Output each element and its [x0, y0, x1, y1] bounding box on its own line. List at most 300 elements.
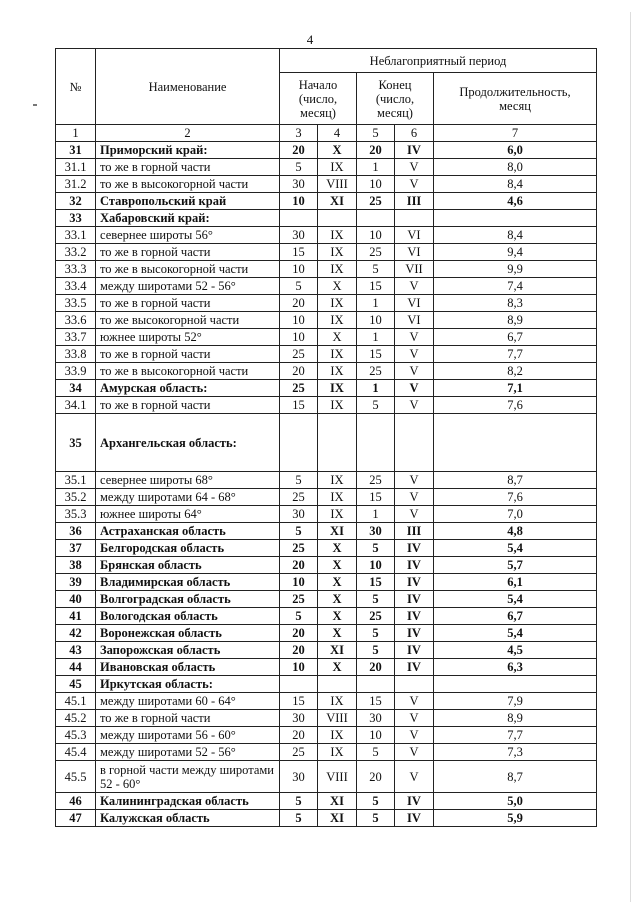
end-month: IV — [395, 810, 434, 827]
start-day: 10 — [280, 329, 318, 346]
table-row — [56, 346, 597, 363]
start-day: 5 — [280, 793, 318, 810]
start-month: IX — [318, 312, 357, 329]
end-month: V — [395, 363, 434, 380]
end-day: 20 — [357, 761, 395, 793]
end-month: V — [395, 397, 434, 414]
end-day: 25 — [357, 363, 395, 380]
start-day: 10 — [280, 312, 318, 329]
duration: 5,4 — [434, 591, 597, 608]
end-month: V — [395, 761, 434, 793]
end-day: 30 — [357, 710, 395, 727]
scan-edge-line — [630, 12, 631, 902]
end-month: V — [395, 727, 434, 744]
end-month — [395, 414, 434, 472]
row-number: 45.5 — [56, 761, 96, 793]
start-day: 25 — [280, 540, 318, 557]
end-day: 25 — [357, 608, 395, 625]
start-month: X — [318, 142, 357, 159]
start-month: XI — [318, 193, 357, 210]
duration: 7,0 — [434, 506, 597, 523]
start-month: IX — [318, 295, 357, 312]
start-month: IX — [318, 363, 357, 380]
duration: 8,3 — [434, 295, 597, 312]
start-month: IX — [318, 346, 357, 363]
row-number: 31 — [56, 142, 96, 159]
table-row — [56, 210, 597, 227]
start-day: 30 — [280, 710, 318, 727]
table-row — [56, 540, 597, 557]
end-month: V — [395, 693, 434, 710]
start-month: X — [318, 574, 357, 591]
duration: 7,6 — [434, 397, 597, 414]
end-month: V — [395, 380, 434, 397]
table-row — [56, 472, 597, 489]
duration: 8,2 — [434, 363, 597, 380]
row-number: 35.1 — [56, 472, 96, 489]
page-number: 4 — [306, 32, 314, 47]
duration: 8,4 — [434, 227, 597, 244]
end-day: 15 — [357, 693, 395, 710]
end-day: 15 — [357, 574, 395, 591]
start-month: XI — [318, 642, 357, 659]
table-row — [56, 244, 597, 261]
duration — [434, 414, 597, 472]
end-month — [395, 210, 434, 227]
duration: 8,4 — [434, 176, 597, 193]
row-name: Владимирская область — [96, 574, 280, 591]
end-month: III — [395, 193, 434, 210]
end-month: VII — [395, 261, 434, 278]
row-name: Ивановская область — [96, 659, 280, 676]
start-month: X — [318, 540, 357, 557]
duration: 6,7 — [434, 608, 597, 625]
row-number: 46 — [56, 793, 96, 810]
end-day: 5 — [357, 625, 395, 642]
row-name: то же в горной части — [96, 710, 280, 727]
start-day: 25 — [280, 380, 318, 397]
row-number: 33.1 — [56, 227, 96, 244]
row-number: 45.1 — [56, 693, 96, 710]
end-day: 10 — [357, 176, 395, 193]
row-number: 45 — [56, 676, 96, 693]
row-name: Амурская область: — [96, 380, 280, 397]
end-month: V — [395, 472, 434, 489]
table-row — [56, 710, 597, 727]
start-day: 20 — [280, 142, 318, 159]
end-day: 1 — [357, 329, 395, 346]
table-row — [56, 142, 597, 159]
end-month: IV — [395, 574, 434, 591]
end-day: 15 — [357, 346, 395, 363]
duration: 7,9 — [434, 693, 597, 710]
start-day: 5 — [280, 810, 318, 827]
row-number: 45.2 — [56, 710, 96, 727]
end-month: IV — [395, 557, 434, 574]
end-day: 5 — [357, 642, 395, 659]
duration: 7,4 — [434, 278, 597, 295]
end-day: 20 — [357, 659, 395, 676]
start-day — [280, 414, 318, 472]
table-row — [56, 312, 597, 329]
duration: 6,7 — [434, 329, 597, 346]
start-month: IX — [318, 744, 357, 761]
row-name: то же в горной части — [96, 346, 280, 363]
column-number-4: 4 — [318, 125, 357, 142]
row-number: 35.2 — [56, 489, 96, 506]
climate-period-table — [55, 48, 597, 827]
start-month: XI — [318, 793, 357, 810]
table-row — [56, 625, 597, 642]
start-day — [280, 676, 318, 693]
column-number-3: 3 — [280, 125, 318, 142]
row-name: Воронежская область — [96, 625, 280, 642]
start-day: 5 — [280, 608, 318, 625]
end-day — [357, 676, 395, 693]
start-month: X — [318, 608, 357, 625]
start-month: IX — [318, 261, 357, 278]
end-day: 25 — [357, 472, 395, 489]
row-name: то же в горной части — [96, 397, 280, 414]
start-month: X — [318, 329, 357, 346]
table-row — [56, 397, 597, 414]
row-name: между широтами 52 - 56° — [96, 744, 280, 761]
row-number: 44 — [56, 659, 96, 676]
column-number-1: 1 — [56, 125, 96, 142]
end-day: 10 — [357, 727, 395, 744]
row-name: Вологодская область — [96, 608, 280, 625]
table-row — [56, 591, 597, 608]
row-name: Калининградская область — [96, 793, 280, 810]
duration: 4,6 — [434, 193, 597, 210]
duration: 9,9 — [434, 261, 597, 278]
table-row — [56, 793, 597, 810]
start-day: 25 — [280, 489, 318, 506]
duration: 8,9 — [434, 710, 597, 727]
row-number: 40 — [56, 591, 96, 608]
start-month: IX — [318, 397, 357, 414]
duration: 9,4 — [434, 244, 597, 261]
start-day: 15 — [280, 397, 318, 414]
row-name: Приморский край: — [96, 142, 280, 159]
start-month — [318, 210, 357, 227]
start-day: 20 — [280, 363, 318, 380]
table-row — [56, 489, 597, 506]
table-row — [56, 227, 597, 244]
table-row — [56, 380, 597, 397]
start-day: 25 — [280, 744, 318, 761]
end-month: V — [395, 278, 434, 295]
row-number: 45.4 — [56, 744, 96, 761]
end-day: 5 — [357, 261, 395, 278]
duration: 8,0 — [434, 159, 597, 176]
start-day: 5 — [280, 523, 318, 540]
start-day: 30 — [280, 761, 318, 793]
start-month: VIII — [318, 176, 357, 193]
duration: 7,7 — [434, 727, 597, 744]
start-day: 10 — [280, 659, 318, 676]
table-row — [56, 744, 597, 761]
end-month: V — [395, 489, 434, 506]
end-day — [357, 414, 395, 472]
row-number: 34.1 — [56, 397, 96, 414]
header-start: Начало (число, месяц) — [280, 73, 357, 125]
start-month: X — [318, 278, 357, 295]
end-day: 25 — [357, 193, 395, 210]
start-month: IX — [318, 244, 357, 261]
duration — [434, 676, 597, 693]
duration: 5,9 — [434, 810, 597, 827]
end-day: 10 — [357, 227, 395, 244]
row-name: Ставропольский край — [96, 193, 280, 210]
table-row — [56, 159, 597, 176]
end-month: IV — [395, 642, 434, 659]
end-day: 20 — [357, 142, 395, 159]
start-month — [318, 414, 357, 472]
column-number-5: 5 — [357, 125, 395, 142]
end-month: VI — [395, 295, 434, 312]
start-month: X — [318, 625, 357, 642]
end-month: VI — [395, 244, 434, 261]
duration: 6,1 — [434, 574, 597, 591]
start-month: IX — [318, 489, 357, 506]
end-month: IV — [395, 608, 434, 625]
start-month: IX — [318, 693, 357, 710]
row-number: 33.9 — [56, 363, 96, 380]
row-name: то же в горной части — [96, 159, 280, 176]
start-day: 25 — [280, 591, 318, 608]
row-number: 47 — [56, 810, 96, 827]
end-month: III — [395, 523, 434, 540]
row-name: между широтами 56 - 60° — [96, 727, 280, 744]
row-name: то же в высокогорной части — [96, 261, 280, 278]
row-number: 33 — [56, 210, 96, 227]
column-number-row — [56, 125, 597, 142]
duration: 7,3 — [434, 744, 597, 761]
start-day: 10 — [280, 193, 318, 210]
end-month: IV — [395, 793, 434, 810]
start-day: 20 — [280, 295, 318, 312]
table-row — [56, 523, 597, 540]
row-number: 33.6 — [56, 312, 96, 329]
end-day: 1 — [357, 295, 395, 312]
row-number: 42 — [56, 625, 96, 642]
row-name: Калужская область — [96, 810, 280, 827]
duration: 5,0 — [434, 793, 597, 810]
table-row — [56, 363, 597, 380]
table-row — [56, 506, 597, 523]
column-number-6: 6 — [395, 125, 434, 142]
start-month: IX — [318, 506, 357, 523]
row-number: 32 — [56, 193, 96, 210]
row-number: 45.3 — [56, 727, 96, 744]
row-number: 33.3 — [56, 261, 96, 278]
start-month: IX — [318, 472, 357, 489]
row-number: 33.4 — [56, 278, 96, 295]
end-month: IV — [395, 540, 434, 557]
row-name: между широтами 52 - 56° — [96, 278, 280, 295]
row-number: 39 — [56, 574, 96, 591]
row-number: 35 — [56, 414, 96, 472]
end-day: 1 — [357, 159, 395, 176]
duration: 8,7 — [434, 761, 597, 793]
row-name: то же в горной части — [96, 244, 280, 261]
end-day: 15 — [357, 489, 395, 506]
table-row — [56, 693, 597, 710]
row-name: южнее широты 52° — [96, 329, 280, 346]
row-name: Волгоградская область — [96, 591, 280, 608]
end-day: 5 — [357, 540, 395, 557]
end-month: V — [395, 159, 434, 176]
end-month — [395, 676, 434, 693]
row-name: Архангельская область: — [96, 414, 280, 472]
end-day: 5 — [357, 397, 395, 414]
start-month: X — [318, 591, 357, 608]
end-day: 5 — [357, 793, 395, 810]
duration: 8,9 — [434, 312, 597, 329]
header-duration: Продолжительность, месяц — [434, 73, 597, 125]
row-name: то же в высокогорной части — [96, 176, 280, 193]
end-day: 15 — [357, 278, 395, 295]
table-row — [56, 676, 597, 693]
start-day: 30 — [280, 506, 318, 523]
row-name: Хабаровский край: — [96, 210, 280, 227]
row-number: 33.8 — [56, 346, 96, 363]
row-number: 33.5 — [56, 295, 96, 312]
table-row — [56, 557, 597, 574]
duration: 5,4 — [434, 625, 597, 642]
start-month: XI — [318, 810, 357, 827]
table-row — [56, 278, 597, 295]
start-month: VIII — [318, 710, 357, 727]
table-row — [56, 574, 597, 591]
end-day: 5 — [357, 744, 395, 761]
table-row — [56, 193, 597, 210]
duration: 4,5 — [434, 642, 597, 659]
start-day — [280, 210, 318, 227]
header-end: Конец (число, месяц) — [357, 73, 434, 125]
table-row — [56, 761, 597, 793]
start-month: IX — [318, 380, 357, 397]
row-number: 38 — [56, 557, 96, 574]
end-day: 1 — [357, 506, 395, 523]
row-number: 34 — [56, 380, 96, 397]
row-name: южнее широты 64° — [96, 506, 280, 523]
start-day: 10 — [280, 261, 318, 278]
end-month: V — [395, 506, 434, 523]
start-day: 20 — [280, 557, 318, 574]
scan-mark — [33, 104, 37, 106]
column-number-7: 7 — [434, 125, 597, 142]
end-month: VI — [395, 312, 434, 329]
duration — [434, 210, 597, 227]
end-month: V — [395, 744, 434, 761]
table-row — [56, 261, 597, 278]
row-name: между широтами 64 - 68° — [96, 489, 280, 506]
row-number: 43 — [56, 642, 96, 659]
row-number: 37 — [56, 540, 96, 557]
row-number: 35.3 — [56, 506, 96, 523]
end-day: 10 — [357, 557, 395, 574]
duration: 4,8 — [434, 523, 597, 540]
end-day: 30 — [357, 523, 395, 540]
row-number: 31.1 — [56, 159, 96, 176]
end-month: IV — [395, 625, 434, 642]
table-row — [56, 295, 597, 312]
end-month: IV — [395, 591, 434, 608]
row-number: 33.2 — [56, 244, 96, 261]
row-name: Брянская область — [96, 557, 280, 574]
row-name: Запорожская область — [96, 642, 280, 659]
end-day: 5 — [357, 810, 395, 827]
end-day: 10 — [357, 312, 395, 329]
table-row — [56, 642, 597, 659]
end-month: VI — [395, 227, 434, 244]
table-row — [56, 329, 597, 346]
duration: 8,7 — [434, 472, 597, 489]
row-number: 31.2 — [56, 176, 96, 193]
end-day: 25 — [357, 244, 395, 261]
end-day: 5 — [357, 591, 395, 608]
start-day: 10 — [280, 574, 318, 591]
header-num: № — [56, 49, 96, 125]
row-name: севернее широты 68° — [96, 472, 280, 489]
table-row — [56, 810, 597, 827]
row-name: то же в горной части — [96, 295, 280, 312]
start-month: IX — [318, 227, 357, 244]
start-month: X — [318, 557, 357, 574]
start-day: 30 — [280, 176, 318, 193]
end-month: V — [395, 710, 434, 727]
column-number-2: 2 — [96, 125, 280, 142]
end-month: IV — [395, 142, 434, 159]
row-name: то же в высокогорной части — [96, 363, 280, 380]
table-row — [56, 414, 597, 472]
duration: 7,6 — [434, 489, 597, 506]
duration: 5,7 — [434, 557, 597, 574]
row-name: Белгородская область — [96, 540, 280, 557]
row-name: Астраханская область — [96, 523, 280, 540]
start-day: 5 — [280, 278, 318, 295]
start-month: IX — [318, 159, 357, 176]
duration: 6,0 — [434, 142, 597, 159]
duration: 5,4 — [434, 540, 597, 557]
duration: 7,7 — [434, 346, 597, 363]
row-number: 41 — [56, 608, 96, 625]
row-name: в горной части между широтами 52 - 60° — [96, 761, 280, 793]
row-name: то же высокогорной части — [96, 312, 280, 329]
start-day: 15 — [280, 693, 318, 710]
start-month: VIII — [318, 761, 357, 793]
table-row — [56, 659, 597, 676]
table-row — [56, 176, 597, 193]
start-day: 30 — [280, 227, 318, 244]
row-number: 33.7 — [56, 329, 96, 346]
start-month: XI — [318, 523, 357, 540]
table-row — [56, 727, 597, 744]
end-month: V — [395, 346, 434, 363]
start-month: IX — [318, 727, 357, 744]
start-day: 5 — [280, 472, 318, 489]
end-month: V — [395, 176, 434, 193]
row-name: Иркутская область: — [96, 676, 280, 693]
row-name: севернее широты 56° — [96, 227, 280, 244]
duration: 7,1 — [434, 380, 597, 397]
start-day: 15 — [280, 244, 318, 261]
header-period: Неблагоприятный период — [280, 49, 597, 73]
start-day: 20 — [280, 625, 318, 642]
end-day — [357, 210, 395, 227]
